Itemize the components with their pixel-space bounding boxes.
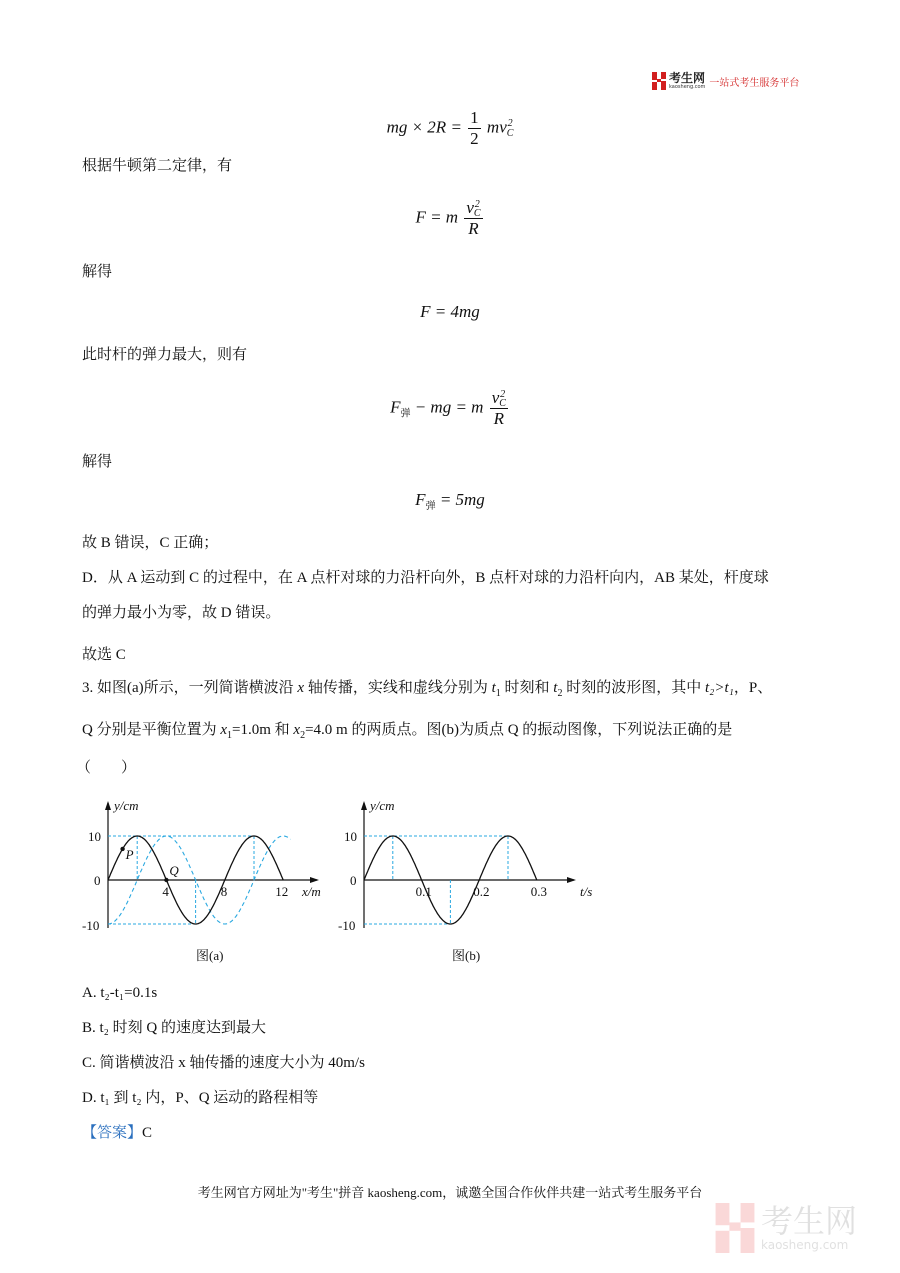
text-line: 的弹力最小为零，故 D 错误。	[82, 605, 281, 621]
figure-b-ytick: -10	[338, 918, 356, 933]
text-line: 解得	[82, 454, 113, 470]
figure-b-ytick: 0	[350, 873, 357, 888]
option-c: C. 简谐横波沿 x 轴传播的速度大小为 40m/s	[82, 1055, 365, 1071]
option-b: B. t₂ 时刻 Q 的速度达到最大	[82, 1020, 266, 1036]
equation-elastic: $F_弹$ − mg = m v 2 C R	[390, 388, 506, 429]
watermark: 考生网 kaosheng.com	[715, 1203, 857, 1253]
answer: 【答案】C	[82, 1125, 153, 1141]
figure-a-x-arrow-icon	[310, 877, 319, 883]
figure-a-xtick: 4	[162, 884, 169, 899]
figure-b-x-label: t/s	[580, 884, 593, 899]
figure-b-xtick: 0.1	[415, 884, 432, 899]
answer-blank: （ ）	[76, 760, 137, 776]
equation-result-elastic: $F_弹 = 5mg$	[415, 490, 485, 512]
footer-text: 考生网官方网址为"考生"拼音 kaosheng.com，诚邀全国合作伙伴共建一站式考生服务平台	[197, 1185, 703, 1200]
equation-energy: mg × 2R = $\frac{1}{2}$ mv 2 C	[386, 108, 514, 148]
figure-b-y-arrow-icon	[361, 801, 367, 810]
logo-mark-icon	[652, 72, 666, 90]
figure-b-xtick: 0.2	[473, 884, 490, 899]
text-line: 解得	[82, 264, 113, 280]
figure-b-x-arrow-icon	[567, 877, 576, 883]
option-a: A. t₂-t₁=0.1s	[82, 985, 158, 1001]
figure-b-y-label: y/cm	[370, 798, 395, 813]
option-d: D. t₁ 到 t₂ 内，P、Q 运动的路程相等	[82, 1090, 319, 1106]
question-3-line-2: Q 分别是平衡位置为 $x_1=1.0m$ 和 $x_2=4.0$ m 的两质点。图(b)为质点 Q 的振动图像，下列说法正确的是	[82, 722, 733, 741]
figure-a-xtick: 8	[220, 884, 228, 899]
point-q	[164, 878, 168, 882]
figure-a-ytick: -10	[82, 918, 100, 933]
text-line: D．从 A 运动到 C 的过程中，在 A 点杆对球的力沿杆向外，B 点杆对球的力沿杆向内，AB 某处，杆度球	[82, 570, 769, 586]
logo-domain: kaosheng.com	[669, 84, 706, 90]
wave-figures	[0, 790, 900, 970]
watermark-logo-icon	[715, 1203, 755, 1253]
text-line: 故选 C	[82, 647, 126, 663]
text-line: 此时杆的弹力最大，则有	[82, 347, 248, 363]
figure-b-ytick: 10	[344, 829, 357, 844]
equation-result-f: F = 4mg	[420, 302, 480, 321]
text-line: 故 B 错误，C 正确；	[82, 535, 219, 551]
point-q-label: Q	[169, 863, 179, 878]
point-p	[120, 847, 124, 851]
figure-a-y-label: y/cm	[114, 798, 139, 813]
figure-a-x-label: x/m	[302, 884, 321, 899]
figure-b-xtick: 0.3	[530, 884, 548, 899]
equation-newton: F = m v 2 C R	[415, 198, 481, 239]
figure-a-caption: 图(a)	[196, 948, 224, 963]
figure-a-ytick: 0	[94, 873, 101, 888]
figure-b-caption: 图(b)	[452, 948, 481, 963]
figure-a-y-arrow-icon	[105, 801, 111, 810]
question-3-line-1: 3. 如图(a)所示，一列简谐横波沿 x 轴传播，实线和虚线分别为 $t_1$ 时刻和 $t_2$ 时刻的波形图，其中 t₂>t₁，P、	[82, 680, 773, 699]
point-p-label: P	[125, 846, 134, 862]
header-logo	[652, 72, 799, 90]
text-line: 根据牛顿第二定律，有	[82, 158, 233, 174]
figure-a-ytick: 10	[88, 829, 101, 844]
logo-slogan: 一站式考生服务平台	[709, 77, 800, 89]
figure-a-xtick: 12	[275, 884, 289, 899]
logo-brand: 考生网	[669, 71, 706, 85]
